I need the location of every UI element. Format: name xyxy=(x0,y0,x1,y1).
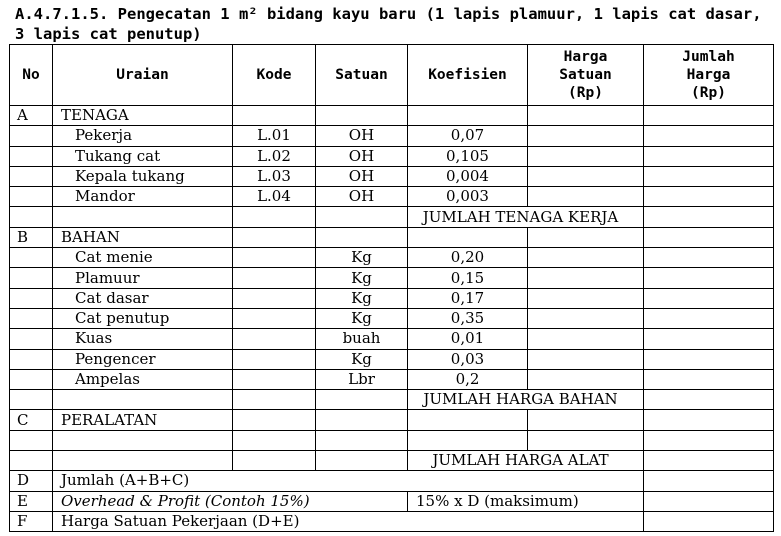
col-header-koefisien: Koefisien xyxy=(408,45,528,106)
item-koefisien: 0,35 xyxy=(408,308,528,328)
summary-label: Jumlah (A+B+C) xyxy=(53,471,644,491)
item-satuan: Kg xyxy=(316,248,408,268)
table-row xyxy=(10,369,774,389)
table-row xyxy=(10,288,774,308)
item-uraian: Kuas xyxy=(53,329,233,349)
total-row-tenaga xyxy=(10,207,774,227)
total-label: JUMLAH TENAGA KERJA xyxy=(408,207,644,227)
col-header-jumlah-harga: Jumlah Harga (Rp) xyxy=(644,45,774,106)
section-no: A xyxy=(10,106,53,126)
section-no: B xyxy=(10,227,53,247)
page-title: A.4.7.1.5. Pengecatan 1 m² bidang kayu baru (1 lapis plamuur, 1 lapis cat dasar, 3 lapis cat penutup) xyxy=(15,5,762,43)
table-row xyxy=(10,126,774,146)
header-row xyxy=(10,45,774,106)
item-kode: L.03 xyxy=(233,166,316,186)
item-uraian: Ampelas xyxy=(53,369,233,389)
table-row xyxy=(10,329,774,349)
item-satuan: Kg xyxy=(316,308,408,328)
table-row xyxy=(10,146,774,166)
item-koefisien: 0,01 xyxy=(408,329,528,349)
summary-row-e xyxy=(10,491,774,511)
item-uraian: Cat dasar xyxy=(53,288,233,308)
item-satuan: OH xyxy=(316,126,408,146)
item-uraian: Pengencer xyxy=(53,349,233,369)
item-uraian: Cat menie xyxy=(53,248,233,268)
item-koefisien: 0,07 xyxy=(408,126,528,146)
item-satuan: buah xyxy=(316,329,408,349)
item-koefisien: 0,03 xyxy=(408,349,528,369)
item-uraian: Kepala tukang xyxy=(53,166,233,186)
total-row-peralatan xyxy=(10,451,774,471)
table-row xyxy=(10,349,774,369)
table-row xyxy=(10,166,774,186)
table-row xyxy=(10,268,774,288)
section-row-tenaga xyxy=(10,106,774,126)
item-uraian: Tukang cat xyxy=(53,146,233,166)
item-satuan: Kg xyxy=(316,288,408,308)
item-satuan: Kg xyxy=(316,349,408,369)
col-header-no: No xyxy=(10,45,53,106)
item-kode: L.04 xyxy=(233,187,316,207)
col-header-satuan: Satuan xyxy=(316,45,408,106)
item-koefisien: 0,15 xyxy=(408,268,528,288)
table-row xyxy=(10,430,774,450)
item-uraian: Pekerja xyxy=(53,126,233,146)
summary-no: E xyxy=(10,491,53,511)
item-kode: L.02 xyxy=(233,146,316,166)
section-label: PERALATAN xyxy=(53,410,233,430)
table-row xyxy=(10,187,774,207)
cost-analysis-table xyxy=(9,44,774,532)
item-satuan: Kg xyxy=(316,268,408,288)
total-label: JUMLAH HARGA BAHAN xyxy=(408,390,644,410)
col-header-uraian: Uraian xyxy=(53,45,233,106)
summary-note: 15% x D (maksimum) xyxy=(408,491,644,511)
item-koefisien: 0,105 xyxy=(408,146,528,166)
summary-label: Overhead & Profit (Contoh 15%) xyxy=(53,491,408,511)
section-no: C xyxy=(10,410,53,430)
table-row xyxy=(10,248,774,268)
item-koefisien: 0,003 xyxy=(408,187,528,207)
item-kode: L.01 xyxy=(233,126,316,146)
col-header-harga-satuan: Harga Satuan (Rp) xyxy=(528,45,644,106)
table-row xyxy=(10,308,774,328)
total-label: JUMLAH HARGA ALAT xyxy=(408,451,644,471)
item-satuan: OH xyxy=(316,187,408,207)
summary-no: D xyxy=(10,471,53,491)
item-satuan: OH xyxy=(316,146,408,166)
item-koefisien: 0,004 xyxy=(408,166,528,186)
item-koefisien: 0,20 xyxy=(408,248,528,268)
item-koefisien: 0,2 xyxy=(408,369,528,389)
summary-row-d xyxy=(10,471,774,491)
section-label: BAHAN xyxy=(53,227,233,247)
item-uraian: Plamuur xyxy=(53,268,233,288)
section-row-bahan xyxy=(10,227,774,247)
summary-label: Harga Satuan Pekerjaan (D+E) xyxy=(53,511,644,531)
section-row-peralatan xyxy=(10,410,774,430)
item-uraian: Cat penutup xyxy=(53,308,233,328)
item-uraian: Mandor xyxy=(53,187,233,207)
summary-row-f xyxy=(10,511,774,531)
item-koefisien: 0,17 xyxy=(408,288,528,308)
summary-no: F xyxy=(10,511,53,531)
item-satuan: Lbr xyxy=(316,369,408,389)
item-satuan: OH xyxy=(316,166,408,186)
col-header-kode: Kode xyxy=(233,45,316,106)
section-label: TENAGA xyxy=(53,106,233,126)
total-row-bahan xyxy=(10,390,774,410)
